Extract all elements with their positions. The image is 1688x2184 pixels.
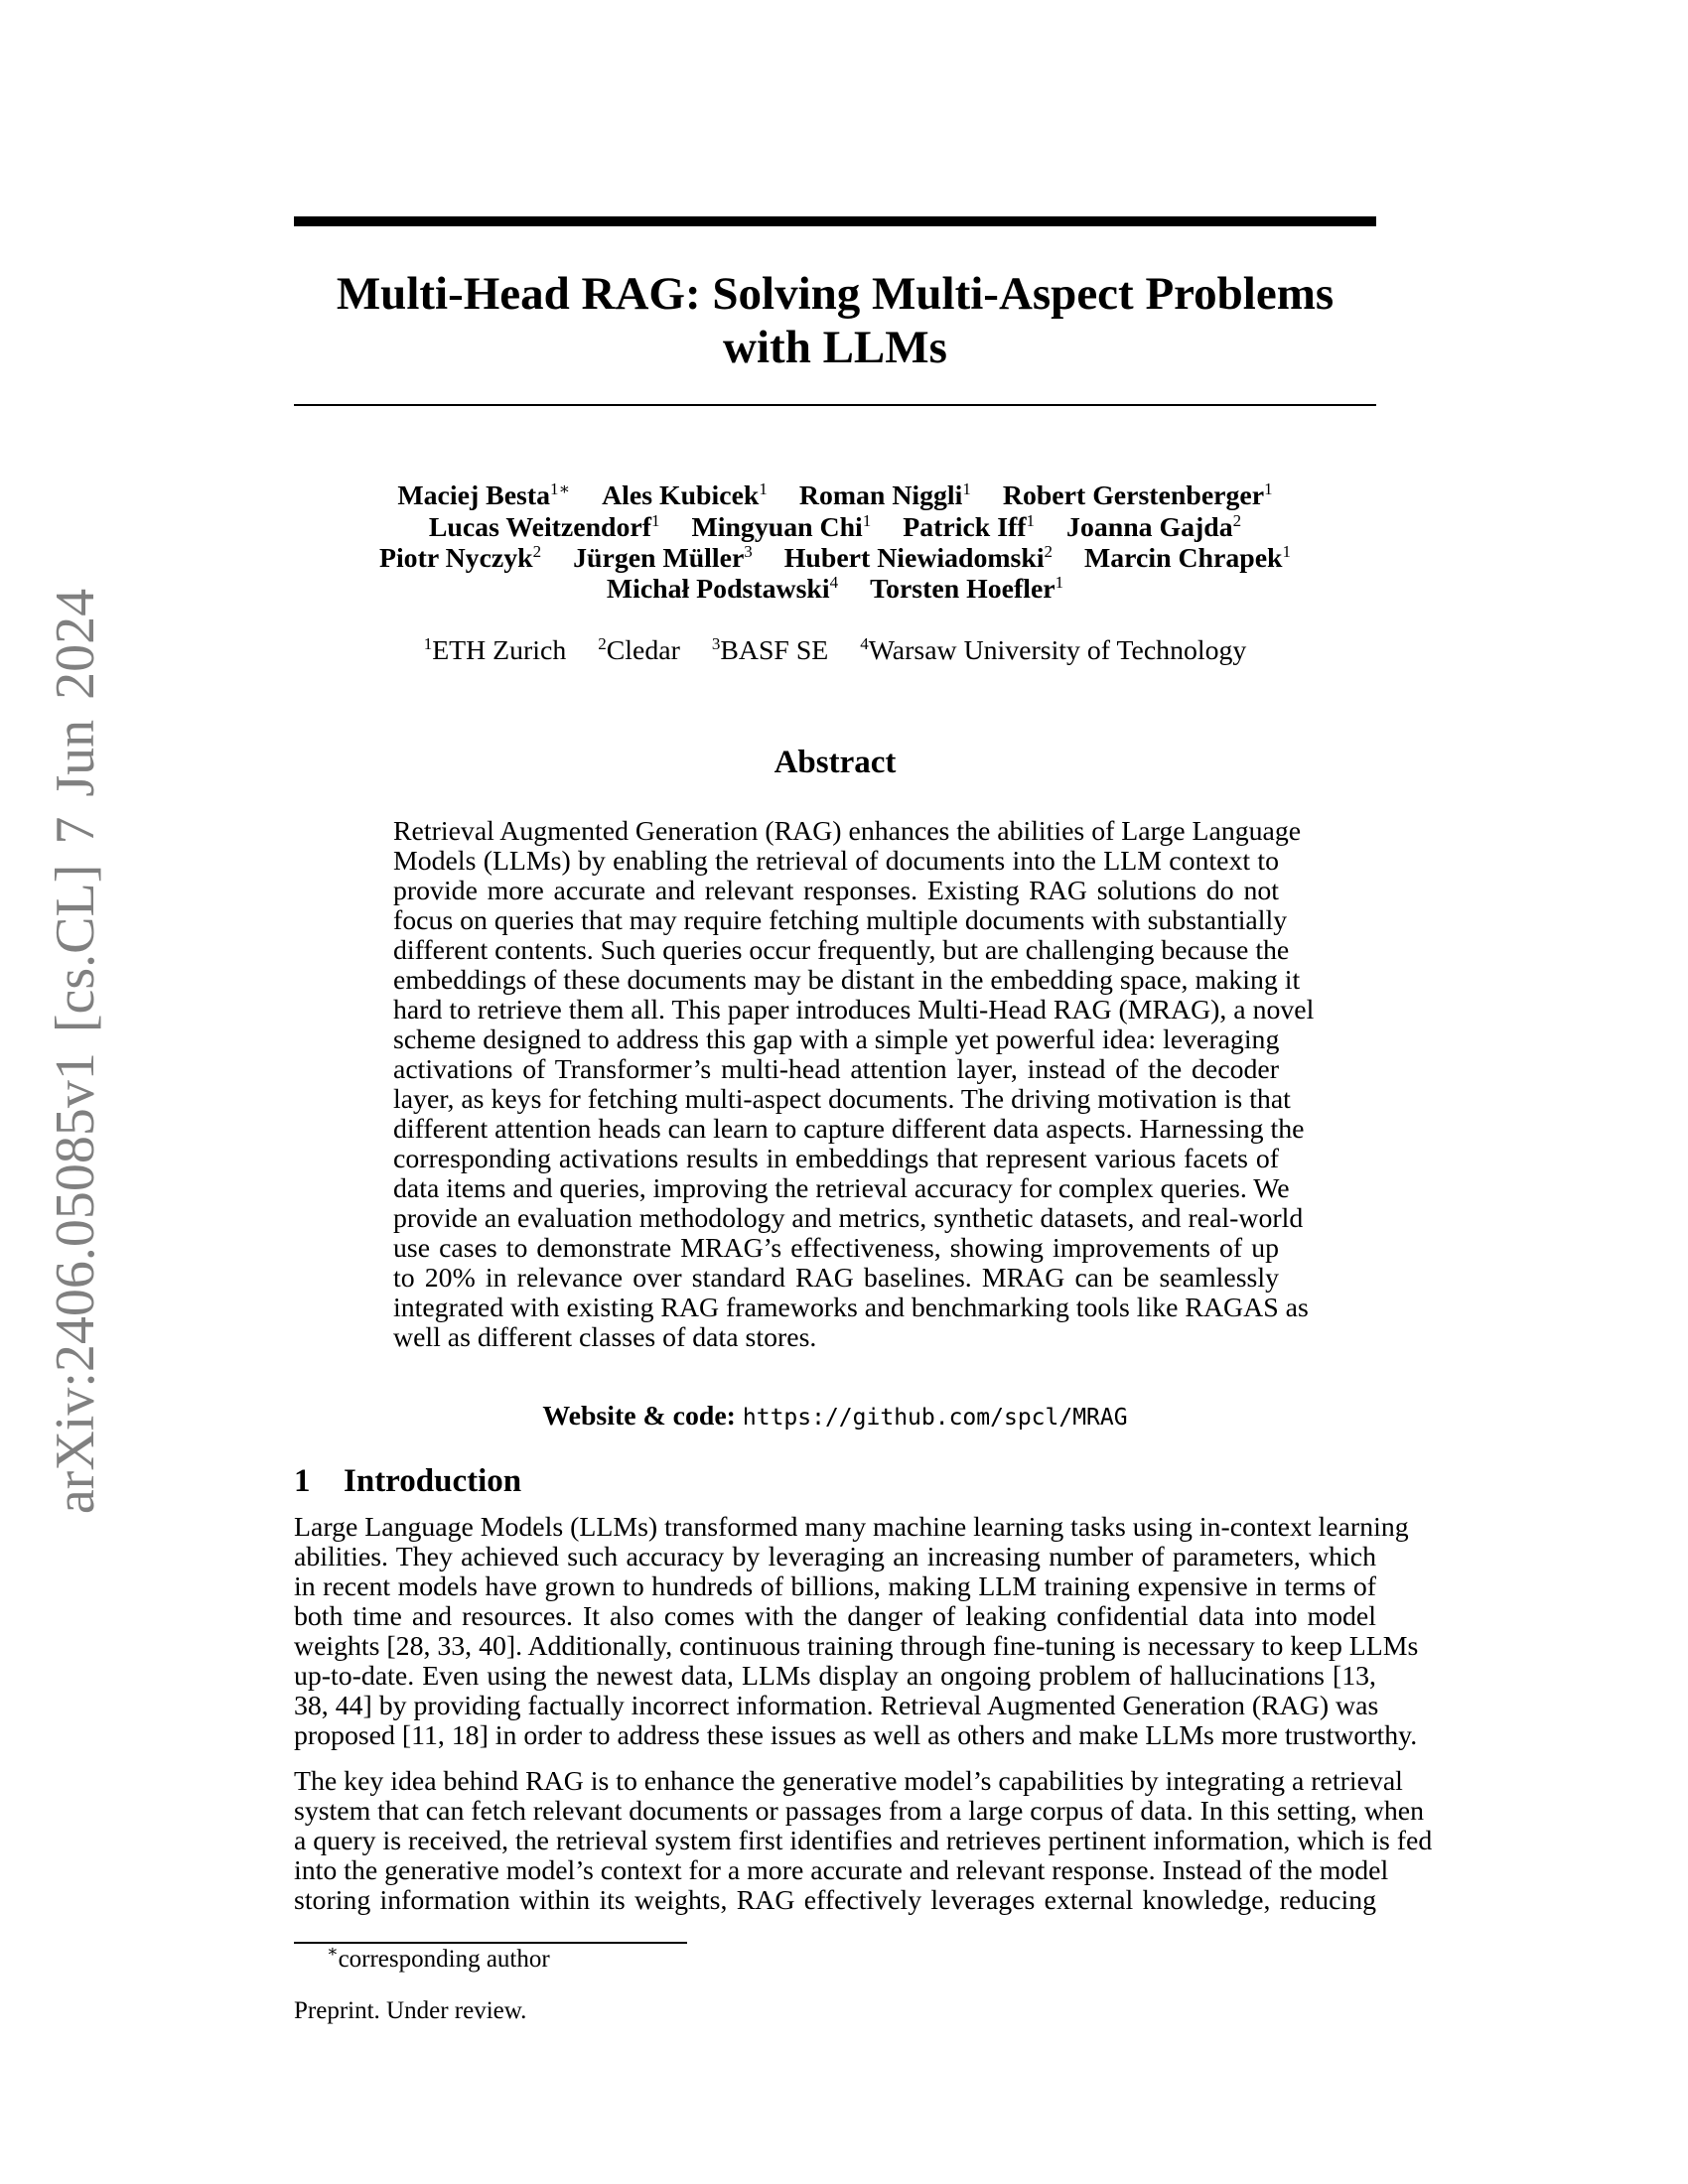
author-affiliation-mark: 2 bbox=[1044, 542, 1054, 561]
section-heading-introduction bbox=[294, 1463, 521, 1499]
author-name: Piotr Nyczyk bbox=[378, 543, 533, 574]
website-label: Website & code: bbox=[542, 1401, 736, 1432]
author-line bbox=[294, 480, 1376, 511]
author-affiliation-mark: 1 bbox=[1282, 542, 1292, 561]
author-name: Jürgen Müller bbox=[573, 543, 745, 574]
abstract-line: different contents. Such queries occur frequently, but are challenging because the bbox=[393, 935, 1290, 966]
author-affiliation-mark: 1 bbox=[962, 479, 971, 498]
paragraph-line: weights [28, 33, 40]. Additionally, continuous training through fine-tuning is necessary to keep LLMs bbox=[294, 1631, 1419, 1662]
author bbox=[607, 574, 838, 605]
abstract-line: provide an evaluation methodology and metrics, synthetic datasets, and real-world bbox=[393, 1203, 1304, 1234]
abstract-line: embeddings of these documents may be distant in the embedding space, making it bbox=[393, 965, 1301, 996]
paragraph-line: system that can fetch relevant documents or passages from a large corpus of data. In this setting, when bbox=[294, 1796, 1425, 1827]
author-name: Marcin Chrapek bbox=[1084, 543, 1283, 574]
website-line bbox=[294, 1402, 1376, 1433]
author-line bbox=[294, 543, 1376, 574]
author-name: Joanna Gajda bbox=[1066, 512, 1233, 543]
paragraph-line: Large Language Models (LLMs) transformed many machine learning tasks using in-context learning bbox=[294, 1512, 1409, 1543]
author bbox=[799, 480, 971, 511]
author-name: Roman Niggli bbox=[798, 480, 963, 511]
author-affiliation-mark: 1 bbox=[759, 479, 768, 498]
paragraph-line: proposed [11, 18] in order to address these issues as well as others and make LLMs more trustworthy. bbox=[294, 1720, 1418, 1751]
abstract-line: layer, as keys for fetching multi-aspect documents. The driving motivation is that bbox=[393, 1084, 1291, 1115]
author-affiliation-mark: 1 bbox=[1055, 573, 1064, 592]
author-affiliation-mark: 1∗ bbox=[550, 479, 571, 498]
footnote-rule bbox=[294, 1942, 687, 1944]
affiliation-name: BASF SE bbox=[720, 635, 829, 666]
affiliation-mark: 3 bbox=[711, 634, 721, 653]
author-affiliation-mark: 1 bbox=[651, 511, 660, 530]
author-line bbox=[294, 574, 1376, 605]
paragraph-line: up-to-date. Even using the newest data, LLMs display an ongoing problem of hallucinations [13, bbox=[294, 1661, 1376, 1692]
affiliation-name: ETH Zurich bbox=[432, 635, 567, 666]
paragraph-line: both time and resources. It also comes with the danger of leaking confidential data into model bbox=[294, 1601, 1376, 1632]
author bbox=[903, 512, 1035, 543]
abstract-line: activations of Transformer’s multi-head attention layer, instead of the decoder bbox=[393, 1054, 1279, 1085]
paper-title-line-2: with LLMs bbox=[723, 322, 947, 373]
author-affiliation-mark: 2 bbox=[532, 542, 542, 561]
affiliation bbox=[598, 635, 680, 666]
abstract-line: provide more accurate and relevant responses. Existing RAG solutions do not bbox=[393, 876, 1279, 906]
author bbox=[1003, 480, 1273, 511]
author bbox=[573, 543, 753, 574]
author bbox=[784, 543, 1053, 574]
affiliation bbox=[860, 635, 1246, 666]
abstract-line: data items and queries, improving the retrieval accuracy for complex queries. We bbox=[393, 1173, 1290, 1204]
author-affiliation-mark: 4 bbox=[829, 573, 839, 592]
paragraph-line: into the generative model’s context for a more accurate and relevant response. Instead of the model bbox=[294, 1855, 1389, 1886]
affiliation bbox=[424, 635, 567, 666]
author-affiliation-mark: 1 bbox=[862, 511, 872, 530]
author-name: Patrick Iff bbox=[903, 512, 1027, 543]
author-name: Robert Gerstenberger bbox=[1002, 480, 1265, 511]
arxiv-identifier-stamp: arXiv:2406.05085v1 [cs.CL] 7 Jun 2024 bbox=[45, 588, 106, 1515]
paragraph-line: The key idea behind RAG is to enhance the generative model’s capabilities by integrating a retrieval bbox=[294, 1766, 1403, 1797]
author bbox=[1084, 543, 1291, 574]
author bbox=[602, 480, 768, 511]
footnote bbox=[327, 1942, 550, 1974]
affiliation-mark: 2 bbox=[598, 634, 607, 653]
author-name: Michał Podstawski bbox=[606, 574, 830, 605]
author bbox=[870, 574, 1063, 605]
abstract-line: focus on queries that may require fetching multiple documents with substantially bbox=[393, 905, 1288, 936]
affiliation-mark: 1 bbox=[423, 634, 433, 653]
title-bottom-rule bbox=[294, 404, 1376, 406]
author bbox=[692, 512, 872, 543]
section-number: 1 bbox=[294, 1463, 311, 1499]
abstract-line: corresponding activations results in embeddings that represent various facets of bbox=[393, 1144, 1279, 1174]
author-line bbox=[294, 512, 1376, 543]
preprint-notice: Preprint. Under review. bbox=[294, 1997, 527, 2024]
abstract-line: Retrieval Augmented Generation (RAG) enhances the abilities of Large Language bbox=[393, 816, 1302, 847]
title-top-rule bbox=[294, 216, 1376, 226]
author-name: Ales Kubicek bbox=[602, 480, 760, 511]
affiliations bbox=[294, 635, 1376, 666]
affiliation bbox=[712, 635, 828, 666]
author-name: Torsten Hoefler bbox=[870, 574, 1055, 605]
author bbox=[397, 480, 570, 511]
author-affiliation-mark: 1 bbox=[1026, 511, 1036, 530]
abstract-heading: Abstract bbox=[774, 745, 897, 780]
abstract-line: use cases to demonstrate MRAG’s effectiveness, showing improvements of up bbox=[393, 1233, 1279, 1264]
author-name: Maciej Besta bbox=[397, 480, 551, 511]
abstract-line: Models (LLMs) by enabling the retrieval of documents into the LLM context to bbox=[393, 846, 1279, 877]
footnote-mark: ∗ bbox=[327, 1942, 339, 1961]
abstract-line: well as different classes of data stores. bbox=[393, 1322, 817, 1353]
author-name: Hubert Niewiadomski bbox=[783, 543, 1045, 574]
affiliation-name: Cledar bbox=[606, 635, 680, 666]
author-affiliation-mark: 1 bbox=[1264, 479, 1273, 498]
paragraph-line: abilities. They achieved such accuracy by leveraging an increasing number of parameters, which bbox=[294, 1542, 1376, 1572]
author-name: Mingyuan Chi bbox=[691, 512, 863, 543]
author bbox=[1066, 512, 1241, 543]
website-link[interactable]: https://github.com/spcl/MRAG bbox=[742, 1405, 1128, 1431]
author-name: Lucas Weitzendorf bbox=[428, 512, 652, 543]
paragraph-line: in recent models have grown to hundreds of billions, making LLM training expensive in terms of bbox=[294, 1571, 1376, 1602]
affiliation-mark: 4 bbox=[860, 634, 869, 653]
paper-title-line-1: Multi-Head RAG: Solving Multi-Aspect Problems bbox=[336, 268, 1335, 320]
author-affiliation-mark: 2 bbox=[1232, 511, 1242, 530]
section-title: Introduction bbox=[344, 1463, 522, 1499]
author bbox=[429, 512, 660, 543]
paragraph-line: a query is received, the retrieval system first identifies and retrieves pertinent information, which is fed bbox=[294, 1826, 1433, 1856]
abstract-line: scheme designed to address this gap with a simple yet powerful idea: leveraging bbox=[393, 1024, 1280, 1055]
paragraph-line: storing information within its weights, RAG effectively leverages external knowledge, reducing bbox=[294, 1885, 1376, 1916]
abstract-line: hard to retrieve them all. This paper introduces Multi-Head RAG (MRAG), a novel bbox=[393, 995, 1315, 1025]
author-affiliation-mark: 3 bbox=[744, 542, 753, 561]
abstract-line: integrated with existing RAG frameworks and benchmarking tools like RAGAS as bbox=[393, 1293, 1309, 1323]
affiliation-name: Warsaw University of Technology bbox=[868, 635, 1247, 666]
abstract-line: different attention heads can learn to capture different data aspects. Harnessing the bbox=[393, 1114, 1305, 1145]
paragraph-line: 38, 44] by providing factually incorrect information. Retrieval Augmented Generation (RAG) was bbox=[294, 1691, 1379, 1721]
footnote-text: corresponding author bbox=[338, 1946, 550, 1973]
abstract-line: to 20% in relevance over standard RAG baselines. MRAG can be seamlessly bbox=[393, 1263, 1279, 1294]
author bbox=[379, 543, 541, 574]
